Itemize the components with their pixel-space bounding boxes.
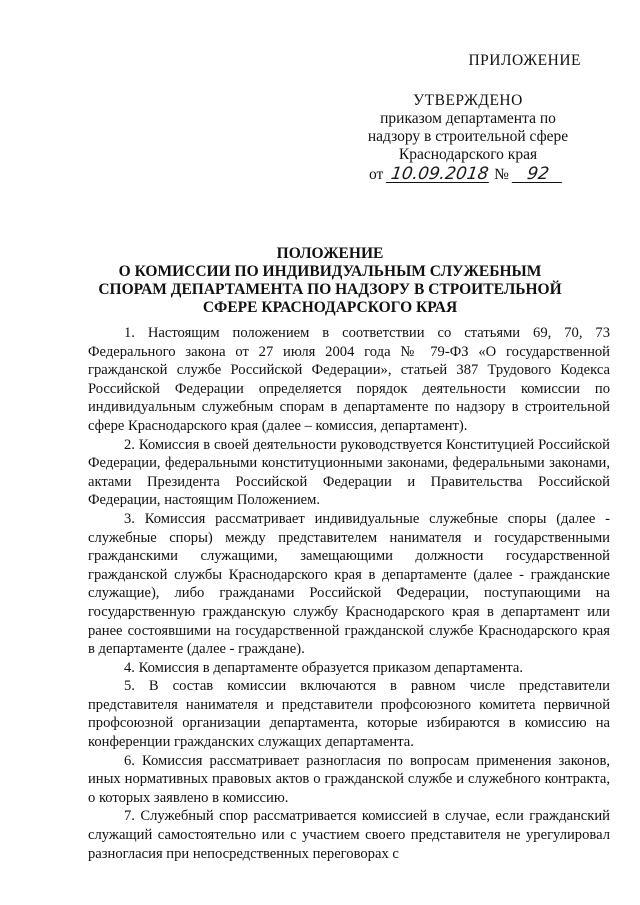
approval-block [355,52,581,184]
paragraph-7: 7. Служебный спор рассматривается комиссией в случае, если гражданский служащий самостоятельно или с участием своего представителя не урегулировал разногласия при непосредственных переговорах с [88,808,610,862]
date-prefix: от [369,166,384,183]
paragraph-5: 5. В состав комиссии включаются в равном числе представители представителя нанимателя и представители профсоюзного комитета первичной профсоюзной организации департамента, которые избираются в комиссию на конференции гражданских служащих департамента. [88,678,610,751]
number-prefix: № [494,166,509,183]
order-line-1: приказом департамента по [380,110,556,127]
handwritten-date: 10.09.2018 [386,166,491,183]
document-body [88,324,610,863]
appendix-label: ПРИЛОЖЕНИЕ [468,52,581,69]
title-line-1: ПОЛОЖЕНИЕ [276,245,384,262]
title-line-3: СПОРАМ ДЕПАРТАМЕНТА ПО НАДЗОРУ В СТРОИТЕЛЬНОЙ [98,281,562,298]
order-line-3: Краснодарского края [398,146,538,163]
title-line-4: СФЕРЕ КРАСНОДАРСКОГО КРАЯ [202,299,458,316]
handwritten-number: 92 [512,166,564,183]
paragraph-4: 4. Комиссия в департаменте образуется приказом департамента. [124,659,523,676]
paragraph-2: 2. Комиссия в своей деятельности руководствуется Конституцией Российской Федерации, федеральными конституционными законами, федеральными законами, актами Президента Российской Федерации и Правительства Российской Федерации, настоящим Положением. [88,436,610,509]
paragraph-3: 3. Комиссия рассматривает индивидуальные служебные споры (далее - служебные споры) между представителем нанимателя и государственными гражданскими служащими, замещающими должности государственной гражданской службы Краснодарского края в департаменте (далее - гражданские служащие), либо гражданами Российской Федерации, поступающими на государственную гражданскую службу Краснодарского края в департамент или ранее состоявшими на государственной гражданской службе Краснодарского края в департаменте (далее - граждане). [88,510,610,658]
approved-label: УТВЕРЖДЕНО [413,92,523,109]
paragraph-6: 6. Комиссия рассматривает разногласия по вопросам применения законов, иных нормативных правовых актов о гражданской службе и служебного контракта, о которых заявлено в комиссию. [88,752,610,806]
title-line-2: О КОМИССИИ ПО ИНДИВИДУАЛЬНЫМ СЛУЖЕБНЫМ [118,263,542,280]
document-title [60,245,600,317]
order-line-2: надзору в строительной сфере [367,128,569,145]
paragraph-1: 1. Настоящим положением в соответствии со статьями 69, 70, 73 Федерального закона от 27 июля 2004 года № 79-ФЗ «О государственной гражданской службе Российской Федерации», статьей 387 Трудового Кодекса Российской Федерации определяется порядок деятельности комиссии по индивидуальным служебным спорам в департаменте по надзору в строительной сфере Краснодарского края (далее – комиссия, департамент). [88,325,610,434]
order-date-number-line [355,166,581,184]
